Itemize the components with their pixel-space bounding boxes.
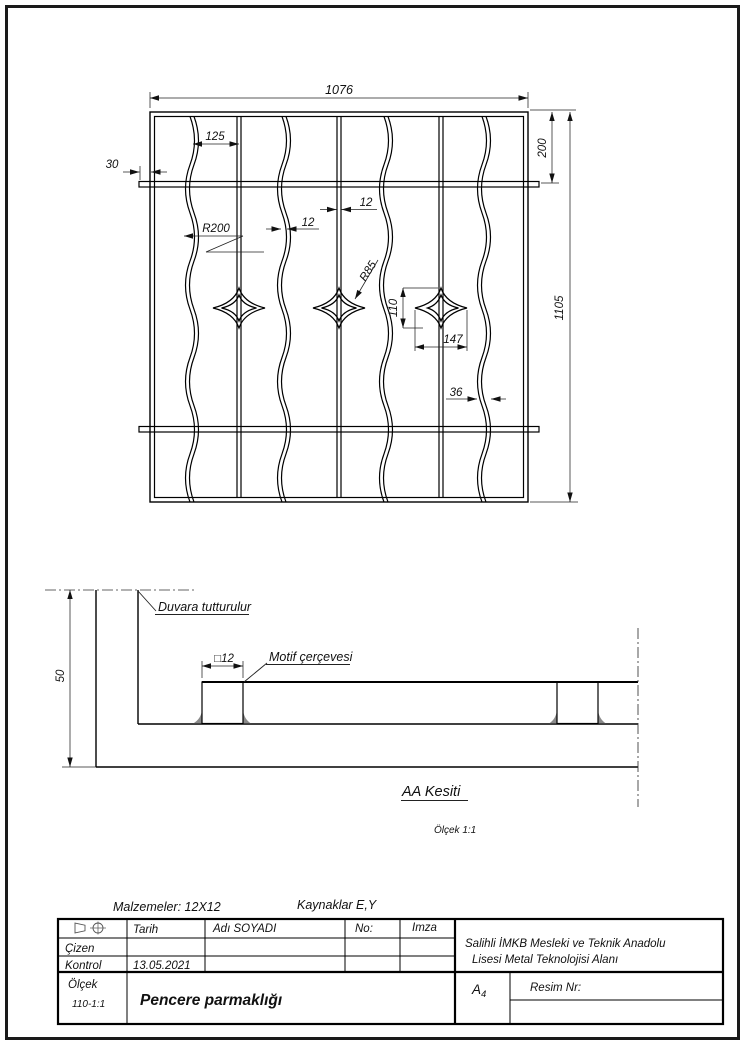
label-motif-frame <box>244 650 354 682</box>
row-cizen: Çizen <box>65 943 95 955</box>
bar-section-hatched <box>202 682 243 724</box>
wavy-bar <box>482 117 491 503</box>
dim-wave-envelope <box>446 387 506 399</box>
dim-bar-width-straight <box>320 197 377 210</box>
dim-motif-width <box>415 310 467 351</box>
title-block <box>58 919 723 1024</box>
scale-value: 110-1:1 <box>72 999 106 1010</box>
dim-rail-height <box>55 590 96 767</box>
section-title <box>401 784 476 836</box>
dim-motif-height <box>388 288 438 328</box>
top-rail <box>139 182 539 188</box>
svg-text:30: 30 <box>105 159 119 171</box>
svg-text:AA Kesiti: AA Kesiti <box>402 784 461 800</box>
dim-motif-radius <box>355 259 379 299</box>
svg-text:R200: R200 <box>202 223 230 235</box>
scale-label: Ölçek <box>68 979 98 991</box>
dim-top-rail-offset <box>530 110 576 183</box>
school-name-line2: Lisesi Metal Teknolojisi Alanı <box>472 954 619 966</box>
drawing-title: Pencere parmaklığı <box>140 992 283 1009</box>
svg-text:110: 110 <box>388 298 400 318</box>
dim-overall-width <box>150 83 528 108</box>
svg-text:200: 200 <box>537 138 549 158</box>
label-wall-mount <box>138 591 252 615</box>
dim-overall-height <box>530 112 578 502</box>
notes <box>113 898 378 914</box>
wavy-bar <box>282 117 291 503</box>
kontrol-date: 13.05.2021 <box>133 960 191 972</box>
motif-diamond-inner <box>322 295 357 321</box>
motif-diamond-inner <box>222 295 257 321</box>
svg-text:50: 50 <box>55 669 67 683</box>
dim-wall-anchor <box>106 159 167 180</box>
resim-nr-label: Resim Nr: <box>530 982 582 994</box>
welds-note: Kaynaklar E,Y <box>297 898 377 912</box>
section-scale-note: Ölçek 1:1 <box>434 825 477 836</box>
grille-frame-outer <box>150 112 528 502</box>
projection-symbol-icon <box>75 922 106 935</box>
wavy-bars <box>186 117 491 503</box>
svg-text:12: 12 <box>359 197 373 209</box>
svg-text:1076: 1076 <box>325 83 353 97</box>
svg-text:Motif çerçevesi: Motif çerçevesi <box>269 650 353 664</box>
straight-bars <box>237 117 443 498</box>
svg-text:147: 147 <box>443 334 463 346</box>
materials-note: Malzemeler: 12X12 <box>113 900 221 914</box>
dim-bar-pitch <box>193 131 239 144</box>
wavy-bar <box>478 117 487 503</box>
dim-bar-square <box>202 653 243 678</box>
svg-text:Duvara tutturulur: Duvara tutturulur <box>158 600 252 614</box>
row-kontrol: Kontrol <box>65 960 102 972</box>
svg-text:1105: 1105 <box>554 295 566 321</box>
weld-fillet <box>549 710 557 724</box>
wavy-bar <box>186 117 195 503</box>
grille-frame-inner <box>155 117 524 498</box>
weld-fillet <box>243 710 251 724</box>
header-tarih: Tarih <box>133 924 159 936</box>
wavy-bar <box>278 117 287 503</box>
dim-bar-width-wavy <box>266 217 319 229</box>
svg-text:R85: R85 <box>357 259 380 284</box>
wavy-bar <box>190 117 199 503</box>
svg-text:12: 12 <box>301 217 315 229</box>
svg-text:□12: □12 <box>214 653 234 665</box>
weld-fillet <box>193 710 202 724</box>
svg-text:125: 125 <box>205 131 225 143</box>
header-name: Adı SOYADI <box>213 923 277 935</box>
paper-size: $A_4$ <box>472 982 487 1000</box>
header-imza: Imza <box>412 922 437 934</box>
header-no: No: <box>355 923 373 935</box>
diamond-motifs <box>213 288 467 328</box>
school-name-line1: Salihli İMKB Mesleki ve Teknik Anadolu <box>465 938 666 950</box>
svg-text:36: 36 <box>449 387 463 399</box>
bar-section-hatched <box>557 682 598 724</box>
front-view <box>106 83 578 502</box>
weld-fillet <box>598 710 606 724</box>
section-view <box>45 590 638 836</box>
dim-wave-radius <box>184 223 264 252</box>
